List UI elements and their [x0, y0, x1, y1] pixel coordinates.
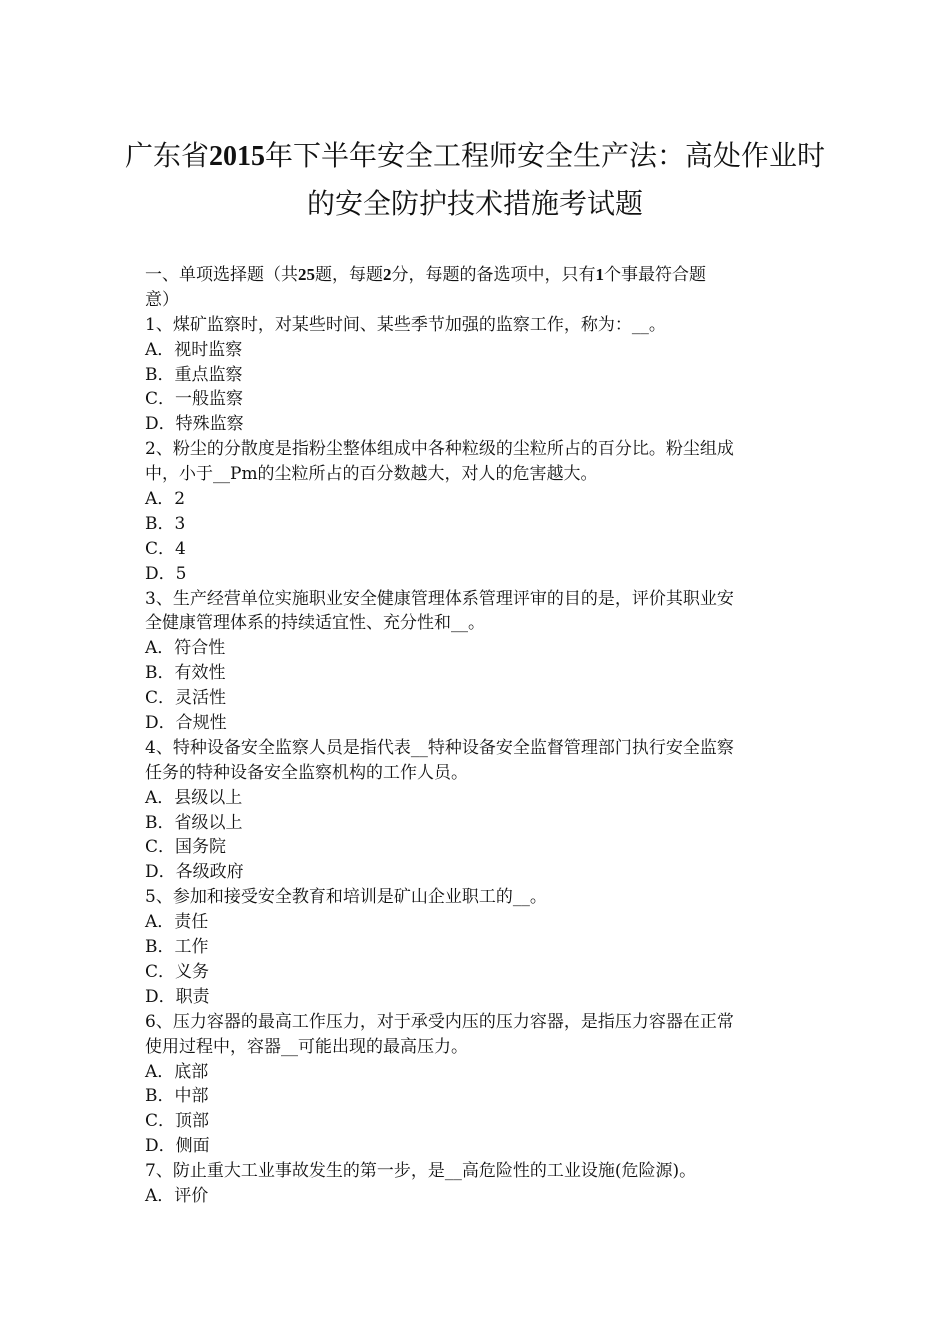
answer-option: B．中部 — [145, 1086, 209, 1107]
answer-option: D．特殊监察 — [145, 414, 244, 435]
section-heading-line-2: 意） — [145, 289, 179, 310]
answer-option: D．职责 — [145, 986, 210, 1007]
question-text: 7、防止重大工业事故发生的第一步，是__高危险性的工业设施(危险源)。 — [145, 1161, 697, 1182]
question-text: 任务的特种设备安全监察机构的工作人员。 — [145, 762, 468, 783]
answer-option: C．4 — [145, 538, 186, 559]
answer-option: A．2 — [145, 489, 186, 510]
answer-option: C．一般监察 — [145, 389, 244, 410]
answer-option: C．义务 — [145, 961, 210, 982]
answer-option: A．评价 — [145, 1185, 209, 1206]
number-emphasis: 2015 — [209, 141, 265, 172]
answer-option: B．有效性 — [145, 663, 226, 684]
document-title-line-2: 的安全防护技术措施考试题 — [306, 187, 643, 220]
question-text: 使用过程中，容器__可能出现的最高压力。 — [145, 1036, 468, 1057]
document-body — [145, 263, 810, 1209]
answer-option: C．灵活性 — [145, 688, 227, 709]
question-text: 1、煤矿监察时，对某些时间、某些季节加强的监察工作，称为：__。 — [145, 314, 666, 335]
answer-option: B．3 — [145, 513, 186, 534]
number-emphasis: 1 — [595, 265, 604, 284]
answer-option: B．省级以上 — [145, 812, 243, 833]
answer-option: C．国务院 — [145, 837, 227, 858]
document-title-line-1: 广东省2015年下半年安全工程师安全生产法：高处作业时 — [124, 139, 826, 172]
answer-option: A．县级以上 — [145, 787, 243, 808]
answer-option: D．各级政府 — [145, 862, 244, 883]
question-text: 6、压力容器的最高工作压力，对于承受内压的压力容器，是指压力容器在正常 — [145, 1011, 734, 1032]
question-text: 4、特种设备安全监察人员是指代表__特种设备安全监督管理部门执行安全监察 — [145, 737, 734, 758]
question-text: 2、粉尘的分散度是指粉尘整体组成中各种粒级的尘粒所占的百分比。粉尘组成 — [145, 439, 734, 460]
answer-option: C．顶部 — [145, 1111, 210, 1132]
answer-option: A．责任 — [145, 912, 209, 933]
question-text: 3、生产经营单位实施职业安全健康管理体系管理评审的目的是，评价其职业安 — [145, 588, 734, 609]
number-emphasis: 2 — [383, 265, 392, 284]
question-text: 5、参加和接受安全教育和培训是矿山企业职工的__。 — [145, 887, 547, 908]
question-text: 全健康管理体系的持续适宜性、充分性和__。 — [145, 613, 485, 634]
question-text: 中，小于__Pm的尘粒所占的百分数越大，对人的危害越大。 — [145, 464, 598, 485]
answer-option: D．5 — [145, 563, 187, 584]
answer-option: D．合规性 — [145, 713, 227, 734]
answer-option: D．侧面 — [145, 1136, 210, 1157]
answer-option: B．重点监察 — [145, 364, 243, 385]
answer-option: A．视时监察 — [145, 339, 243, 360]
answer-option: A．符合性 — [145, 638, 226, 659]
number-emphasis: 25 — [298, 265, 315, 284]
answer-option: B．工作 — [145, 937, 209, 958]
answer-option: A．底部 — [145, 1061, 209, 1082]
section-heading-line-1: 一、单项选择题（共25题，每题2分，每题的备选项中，只有1个事最符合题 — [145, 265, 706, 285]
